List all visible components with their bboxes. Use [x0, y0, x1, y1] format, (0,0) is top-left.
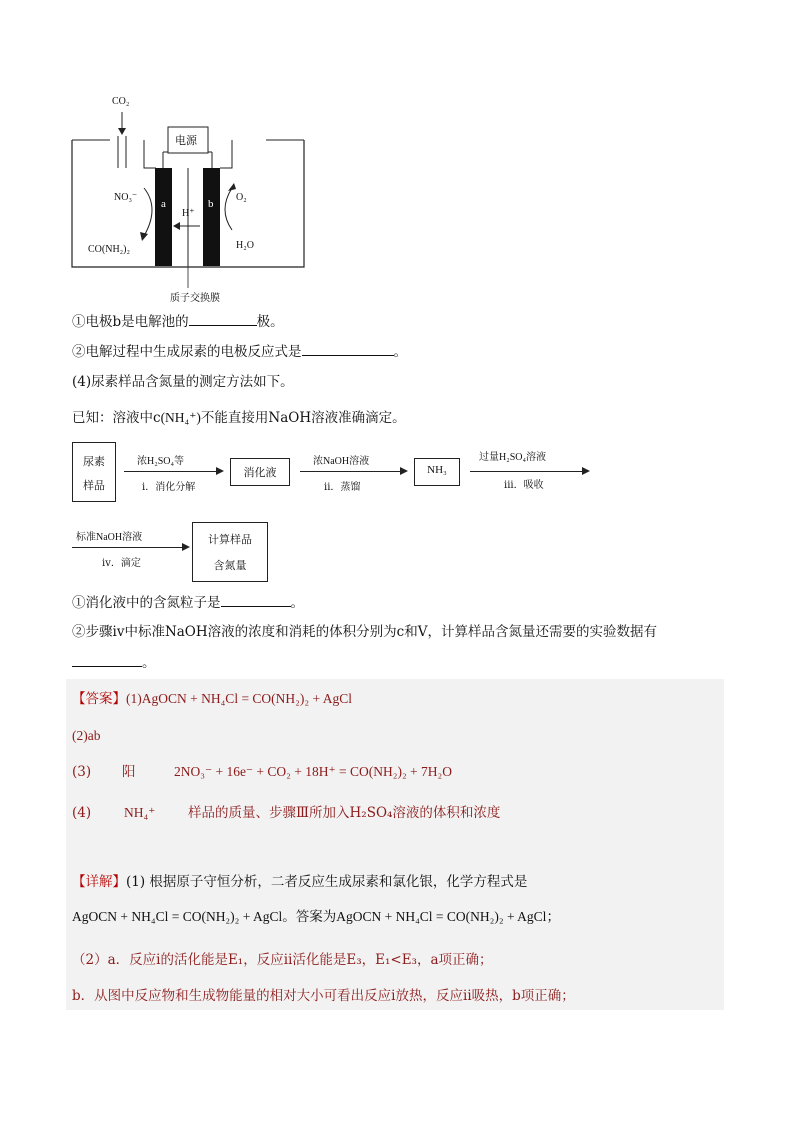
left-curve-arrow: [144, 188, 152, 236]
known-prefix: 已知：溶液中c: [72, 410, 161, 426]
box-calc-line1: 计算样品: [208, 533, 252, 546]
box-nh3-text: NH₃: [427, 464, 447, 476]
answer-blank: [189, 311, 257, 326]
urea-label: CO(NH₂)₂: [88, 244, 130, 255]
box-calc-line2: 含氮量: [213, 559, 247, 572]
box-digest-text: 消化液: [243, 466, 277, 479]
left-chamber-wall: [144, 140, 156, 168]
answer-blank: [221, 592, 291, 607]
answer-blank: [72, 652, 142, 667]
no3-label: NO₃⁻: [114, 192, 138, 203]
answer-3: [72, 762, 452, 782]
h-plus-label: H⁺: [182, 208, 195, 219]
electrode-b: [203, 168, 220, 266]
co2-label: CO₂: [112, 96, 130, 107]
question-4-2-suffix: 。: [142, 655, 156, 671]
known-suffix: 不能直接用NaOH溶液准确滴定。: [200, 410, 406, 426]
question-3-1: [72, 311, 284, 332]
detail-1b: AgOCN + NH₄Cl = CO(NH₂)₂ + AgCl。答案为AgOCN + NH₄Cl = CO(NH₂)₂ + AgCl；: [72, 909, 560, 924]
o2-label: O₂: [236, 192, 247, 203]
step4-label: iv．滴定: [102, 558, 141, 569]
step3-reagent: 过量H₂SO₄溶液: [479, 452, 546, 463]
box-calc-nitrogen: [192, 522, 268, 582]
answer-2: (2)ab: [72, 728, 101, 743]
answer-1-text: (1)AgOCN + NH₄Cl = CO(NH₂)₂ + AgCl: [126, 691, 352, 706]
step4-reagent: 标准NaOH溶液: [76, 532, 143, 543]
electrode-b-label: b: [208, 198, 214, 210]
question-3-1-text: ①电极b是电解池的: [72, 314, 189, 330]
detail-tag: 【详解】: [72, 874, 126, 890]
flowchart: [0, 436, 794, 586]
answer-4: [72, 803, 501, 823]
step1-label: i．消化分解: [142, 482, 196, 493]
question-4-1: [72, 592, 304, 613]
step2-arrow-head: [400, 467, 408, 475]
question-4-2-blank: [72, 652, 156, 673]
h2o-label: H₂O: [236, 240, 254, 251]
question-3-2-text: ②电解过程中生成尿素的电极反应式是: [72, 344, 302, 360]
detail-3: b．从图中反应物和生成物能量的相对大小可看出反应ⅰ放热，反应ⅱ吸热，b项正确；: [72, 988, 575, 1004]
question-4-1-text: ①消化液中的含氮粒子是: [72, 595, 221, 611]
step1-arrow-head: [216, 467, 224, 475]
question-3-2: [72, 341, 407, 362]
left-curve-head: [140, 232, 148, 241]
known-note: [72, 408, 406, 428]
electrolysis-diagram: [60, 90, 320, 305]
step3-label: iii．吸收: [504, 480, 544, 491]
electrolysis-cell-svg: [60, 90, 320, 305]
question-4-1-suffix: 。: [290, 595, 304, 611]
step4-arrow-head: [182, 543, 190, 551]
membrane-label: 质子交换膜: [170, 293, 220, 304]
h-arrow-head: [173, 222, 180, 230]
answer-tag: 【答案】: [72, 691, 126, 707]
answer-3-num: (3): [72, 764, 92, 780]
answer-3-word: 阳: [122, 764, 136, 780]
answer-4-num: (4): [72, 805, 92, 821]
box-nh3: [414, 458, 460, 486]
step2-reagent: 浓NaOH溶液: [313, 456, 370, 467]
question-4-intro: (4)尿素样品含氮量的测定方法如下。: [72, 374, 294, 390]
step3-arrow-head: [582, 467, 590, 475]
answer-1: [72, 689, 352, 709]
known-ion: (NH₄⁺): [160, 410, 201, 425]
step1-reagent: 浓H₂SO₄等: [137, 456, 184, 467]
answer-4-text: 样品的质量、步骤Ⅲ所加入H₂SO₄溶液的体积和浓度: [188, 805, 501, 821]
co2-arrow-head: [118, 128, 126, 135]
step2-arrow: [300, 471, 400, 472]
electrode-a-label: a: [161, 198, 166, 210]
step4-arrow: [72, 547, 182, 548]
power-label: 电源: [175, 134, 197, 147]
step1-arrow: [124, 471, 216, 472]
question-3-2-suffix: 。: [393, 344, 407, 360]
answer-blank: [302, 341, 394, 356]
detail-2: （2）a．反应ⅰ的活化能是E₁，反应ⅱ活化能是E₃，E₁<E₃，a项正确；: [72, 952, 493, 968]
step3-arrow: [470, 471, 582, 472]
answer-4-ion: NH₄⁺: [124, 805, 156, 820]
question-4-2: ②步骤iv中标准NaOH溶液的浓度和消耗的体积分别为c和V，计算样品含氮量还需要的实验数据有: [72, 624, 657, 640]
box-urea-line1: 尿素: [83, 455, 105, 468]
answer-3-equation: 2NO₃⁻ + 16e⁻ + CO₂ + 18H⁺ = CO(NH₂)₂ + 7H₂O: [174, 764, 452, 779]
right-chamber-wall: [220, 140, 232, 168]
electrode-a: [155, 168, 172, 266]
detail-1: [72, 872, 527, 892]
box-urea-sample: [72, 442, 116, 502]
box-digest-solution: [230, 458, 290, 486]
question-3-1-suffix: 极。: [256, 314, 284, 330]
box-urea-line2: 样品: [83, 479, 105, 492]
right-curve-arrow: [225, 188, 232, 230]
step2-label: ii．蒸馏: [324, 482, 361, 493]
right-curve-head: [228, 183, 236, 191]
detail-1-text: (1) 根据原子守恒分析，二者反应生成尿素和氯化银，化学方程式是: [126, 874, 528, 890]
